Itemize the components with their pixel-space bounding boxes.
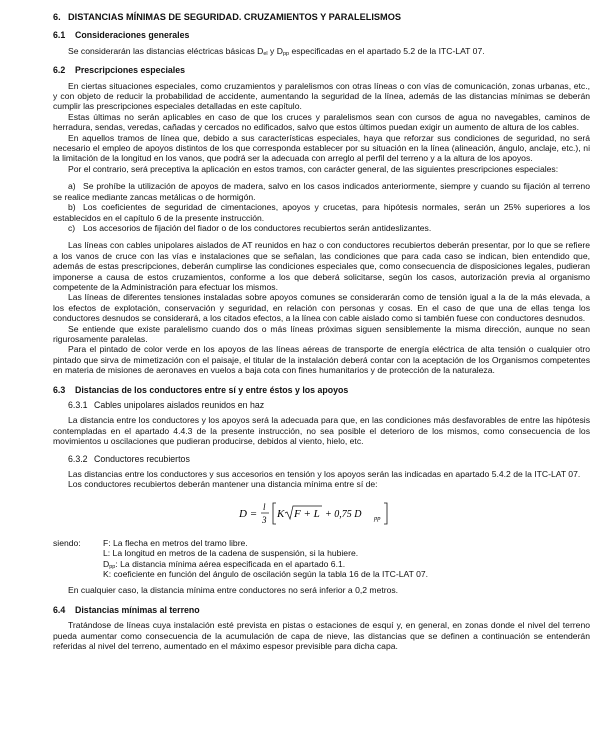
section-title: Conductores recubiertos bbox=[94, 453, 190, 464]
section-6-1-heading bbox=[53, 30, 590, 40]
symbol: F bbox=[103, 537, 109, 548]
symbol: L bbox=[103, 548, 108, 559]
paragraph: En aquellos tramos de línea que, debido a sus características especiales, haya que reforzar sus condiciones de seguridad, no será necesario el empleo de apoyos distintos de los que corresponda establecer por su situación en la línea (alineación, ángulo, anclaje, etc.), ni la limitación de la longitud en los vanos, que podrá ser la adecuada con arreglo al perfil del terreno y a la altura de los apoyos. bbox=[53, 132, 590, 164]
section-6-3-1-heading bbox=[68, 400, 590, 410]
section-title: Distancias mínimas al terreno bbox=[75, 604, 200, 615]
subscript: pp bbox=[109, 563, 116, 570]
paragraph: Las líneas con cables unipolares aislados de AT reunidos en haz o con conductores recubiertos deberán presentar, por lo que se refiere a los vanos de cruce con las vías e instalaciones que se señalan, las condiciones que para cada caso se indican, bien entendido que, además de estas prescripciones, deberán cumplirse las condiciones especiales que, como consecuencia de disposiciones legales, pudieran imponerse a causa de estos cruzamientos, conforme a los que deberá solicitarse, según los casos, autorización previa al organismo competente de la Administración para efectuar los mismos. bbox=[53, 240, 590, 292]
section-title: Cables unipolares aislados reunidos en haz bbox=[94, 400, 265, 410]
section-title: DISTANCIAS MÍNIMAS DE SEGURIDAD. CRUZAMIENTOS Y PARALELISMOS bbox=[68, 12, 401, 22]
section-number: 6.4 bbox=[53, 604, 66, 615]
siendo-label: siendo: bbox=[53, 537, 81, 548]
list-text: Los accesorios de fijación del fiador o de los conductores recubiertos serán antideslizantes. bbox=[83, 222, 432, 233]
list-item bbox=[53, 202, 590, 223]
definition-text: : La longitud en metros de la cadena de suspensión, si la hubiere. bbox=[107, 548, 359, 559]
formula-subscript: pp bbox=[373, 514, 380, 522]
list-item bbox=[53, 223, 590, 233]
definition-text: : La distancia mínima aérea especificada en el apartado 6.1. bbox=[115, 558, 346, 569]
definitions-list bbox=[103, 538, 428, 580]
formula-lhs: D = bbox=[238, 507, 257, 520]
paragraph: Tratándose de líneas cuya instalación esté prevista en pistas o estaciones de esquí y, en general, en zonas donde el nivel del terreno pueda aumentar como consecuencia de la acumulación de capa de nieve, las distancias que se definen a continuación se entenderán referidas al nivel del terreno, aumentado en el máximo espesor previsible para dicha capa. bbox=[53, 620, 590, 652]
subscript: el bbox=[263, 50, 268, 57]
section-number: 6.3 bbox=[53, 384, 66, 395]
paragraph: Las líneas de diferentes tensiones instaladas sobre apoyos comunes se considerarán como de tensión igual a la de la más elevada, a los efectos de explotación, conservación y seguridad, en relación con personas y cosas. En el caso de que una de ellas tenga los conductores desnudos se considerará, a los citados efectos, a la línea con cable aislado como si también fuese con conductores desnudos. bbox=[53, 292, 590, 324]
definition-item bbox=[103, 569, 428, 579]
section-6-1 bbox=[53, 30, 590, 56]
list-label: b) bbox=[68, 202, 76, 213]
paragraph: Para el pintado de color verde en los apoyos de las líneas aéreas de transporte de energía eléctrica de alta tensión o cualquier otro pintado que sirva de mimetización con el paisaje, el titular de la instalación deberá contar con la aceptación de los Organismos competentes en materia de misiones de aeronaves en vuelos a baja cota con fines humanitarios y de protección de la naturaleza. bbox=[53, 344, 590, 376]
formula-denominator: 3 bbox=[261, 514, 266, 525]
variable-definitions bbox=[53, 538, 590, 580]
formula-plus-term: + 0,75 D bbox=[324, 508, 361, 520]
definition-item bbox=[103, 559, 428, 569]
section-6-2 bbox=[53, 65, 590, 375]
paragraph: Por el contrario, será preceptiva la aplicación en estos tramos, con carácter general, de las siguientes prescripciones especiales: bbox=[68, 163, 559, 174]
paragraph: La distancia entre los conductores y los apoyos será la adecuada para que, en las condiciones más desfavorables de entre las hipótesis contempladas en el apartado 4.4.3 de la presente instrucción, no sea posible el deterioro de los mismos, como consecuencia de los movimientos u oscilaciones que pudieran producirse, debidos al viento, hielo, etc. bbox=[53, 415, 590, 447]
text-run: especificadas en el apartado 5.2 de la ITC-LAT 07. bbox=[289, 45, 485, 56]
text-run: Se considerarán las distancias eléctricas básicas D bbox=[68, 45, 264, 56]
symbol: K bbox=[103, 569, 109, 580]
section-6-heading bbox=[53, 12, 590, 22]
section-6-3 bbox=[53, 385, 590, 596]
section-6-2-heading bbox=[53, 65, 590, 75]
section-title: Distancias de los conductores entre sí y entre éstos y los apoyos bbox=[75, 384, 349, 395]
subscript: pp bbox=[282, 50, 290, 57]
list-item bbox=[53, 181, 590, 202]
paragraph: Las distancias entre los conductores y sus accesorios en tensión y los apoyos serán las indicadas en apartado 5.4.2 de la ITC-LAT 07. bbox=[68, 469, 581, 480]
section-title: Consideraciones generales bbox=[75, 30, 190, 41]
section-6-4 bbox=[53, 605, 590, 652]
section-6-3-heading bbox=[53, 385, 590, 395]
definition-item bbox=[103, 548, 428, 558]
left-bracket bbox=[273, 503, 276, 524]
right-bracket bbox=[384, 503, 387, 524]
paragraph: En ciertas situaciones especiales, como cruzamientos y paralelismos con otras líneas o con vías de comunicación, zonas urbanas, etc., y con objeto de reducir la probabilidad de accidente, aumentando la seguridad de la línea, además de las distancias mínimas se deberán cumplir las prescripciones especiales detalladas en este capítulo. bbox=[53, 80, 590, 112]
prescriptions-list bbox=[53, 181, 590, 233]
text-run: y D bbox=[267, 45, 283, 56]
definition-item bbox=[103, 538, 428, 548]
paragraph: Los conductores recubiertos deberán mantener una distancia mínima entre sí de: bbox=[68, 479, 378, 490]
section-number: 6.2 bbox=[53, 65, 66, 76]
paragraph: En cualquier caso, la distancia mínima entre conductores no será inferior a 0,2 metros. bbox=[68, 585, 399, 596]
list-label: a) bbox=[68, 181, 76, 192]
paragraph bbox=[53, 46, 590, 56]
section-number: 6. bbox=[53, 12, 61, 22]
section-6-3-2-heading bbox=[68, 454, 590, 464]
definition-text: : coeficiente en función del ángulo de oscilación según la tabla 16 de la ITC-LAT 07. bbox=[108, 569, 429, 580]
list-label: c) bbox=[68, 222, 76, 233]
definition-text: : La flecha en metros del tramo libre. bbox=[108, 537, 248, 548]
section-number: 6.3.2 bbox=[68, 453, 88, 464]
list-text: Se prohíbe la utilización de apoyos de madera, salvo en los casos indicados anteriormente, siempre y cuando su fijación al terreno se realice mediante zancas metálicas o de hormigón. bbox=[53, 181, 590, 202]
section-number: 6.3.1 bbox=[68, 400, 88, 410]
formula-graphic bbox=[237, 498, 407, 528]
formula-numerator: l bbox=[262, 501, 266, 512]
section-number: 6.1 bbox=[53, 30, 66, 41]
symbol: D bbox=[103, 558, 110, 569]
formula-k: K bbox=[276, 507, 284, 520]
distance-formula bbox=[53, 498, 590, 528]
section-title: Prescripciones especiales bbox=[75, 65, 186, 76]
formula-radicand: F + L bbox=[293, 507, 320, 520]
list-text: Los coeficientes de seguridad de cimentaciones, apoyos y crucetas, para hipótesis normales, serán un 25% superiores a los establecidos en el capítulo 6 de la presente instrucción. bbox=[53, 202, 590, 223]
paragraph: Se entiende que existe paralelismo cuando dos o más líneas próximas siguen sensiblemente la misma dirección, aunque no sean rigurosamente paralelas. bbox=[53, 323, 590, 344]
section-6-4-heading bbox=[53, 605, 590, 615]
paragraph: Estas últimas no serán aplicables en caso de que los cruces y paralelismos sean con cursos de agua no navegables, caminos de herradura, sendas, veredas, cañadas y cercados no edificados, salvo que estos últimos puedan exigir un aumento de altura de los cables. bbox=[53, 111, 590, 133]
